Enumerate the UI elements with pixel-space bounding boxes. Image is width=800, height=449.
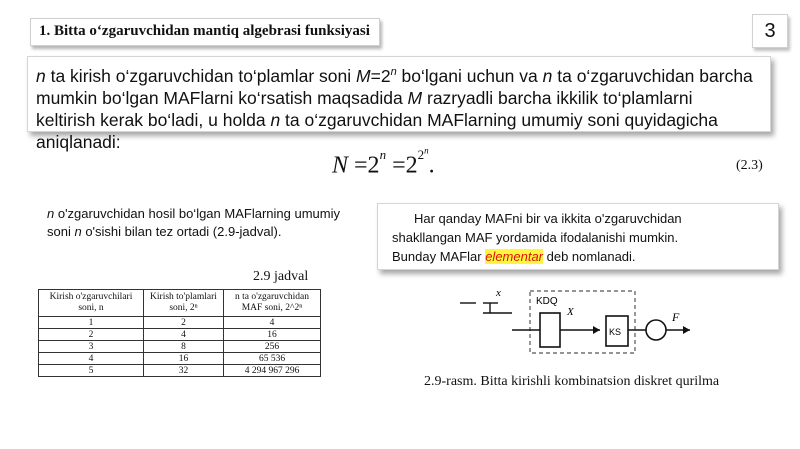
arrow-icon [683,326,690,334]
table-row [39,353,321,365]
table-cell: 1 [39,317,144,329]
col-header: Kirish to'plamlari soni, 2ⁿ [144,290,224,317]
figure-caption: 2.9-rasm. Bitta kirishli kombinatsion diskret qurilma [424,374,720,389]
input-block [540,313,560,347]
maf-count-table [38,289,321,377]
arrow-icon [593,326,600,334]
table-row [39,329,321,341]
table-row [39,317,321,329]
label-x-mid: X [567,306,574,318]
table-cell: 5 [39,365,144,377]
table-caption: 2.9 jadval [253,269,309,284]
col-header: n ta o'zgaruvchidan MAF soni, 2^2ⁿ [224,290,321,317]
table-cell: 4 294 967 296 [224,365,321,377]
col-header: Kirish o'zgaruvchilari soni, n [39,290,144,317]
table-cell: 16 [224,329,321,341]
intro-box [27,56,771,152]
label-f: F [672,310,680,324]
table-header-row [39,290,321,317]
page-number: 3 [752,14,788,48]
table-cell: 4 [39,353,144,365]
table-cell: 65 536 [224,353,321,365]
table-row [39,341,321,353]
equation-number: (2.3) [736,158,763,173]
table-row [39,365,321,377]
left-note: n o'zgaruvchidan hosil bo‘lgan MAFlarning umumiy soni n o'sishi bilan tez ortadi (2.9-jadval). [47,206,340,239]
table-cell: 16 [144,353,224,365]
table-cell: 8 [144,341,224,353]
output-lamp [646,320,666,340]
label-kdq: KDQ [536,296,558,307]
table-cell: 256 [224,341,321,353]
definition-box [377,203,779,270]
table-cell: 2 [39,329,144,341]
slide-title: 1. Bitta o‘zgaruvchidan mantiq algebrasi funksiyasi [39,23,370,39]
table-cell: 3 [39,341,144,353]
table-cell: 4 [224,317,321,329]
intro-paragraph: n ta kirish o‘zgaruvchidan to‘plamlar soni $M=2^n$ bo‘lgani uchun va n ta o‘zgaruvchidan barcha mumkin bo‘lgan MAFlarni ko‘rsatish maqsadida M razryadli barcha ikkilik to‘plamlarni keltirish kerak bo‘ladi, u holda n ta o‘zgaruvchidan MAFlarning umumiy soni quyidagicha aniqlanadi: [36,65,753,152]
highlight-elementar: elementar [485,249,544,264]
table-cell: 2 [144,317,224,329]
label-ks: KS [609,327,622,337]
label-x-top: x [496,287,501,299]
table-cell: 4 [144,329,224,341]
table-cell: 32 [144,365,224,377]
formula: $N =2^n =2^{2^n}$. [332,146,435,179]
circuit-diagram [450,283,710,363]
title-box [30,18,380,46]
definition-text: Har qanday MAFni bir va ikkita o'zgaruvchidan shakllangan MAF yordamida ifodalanishi mumkin. Bunday MAFlar elementar deb nomlanadi. [392,211,682,264]
